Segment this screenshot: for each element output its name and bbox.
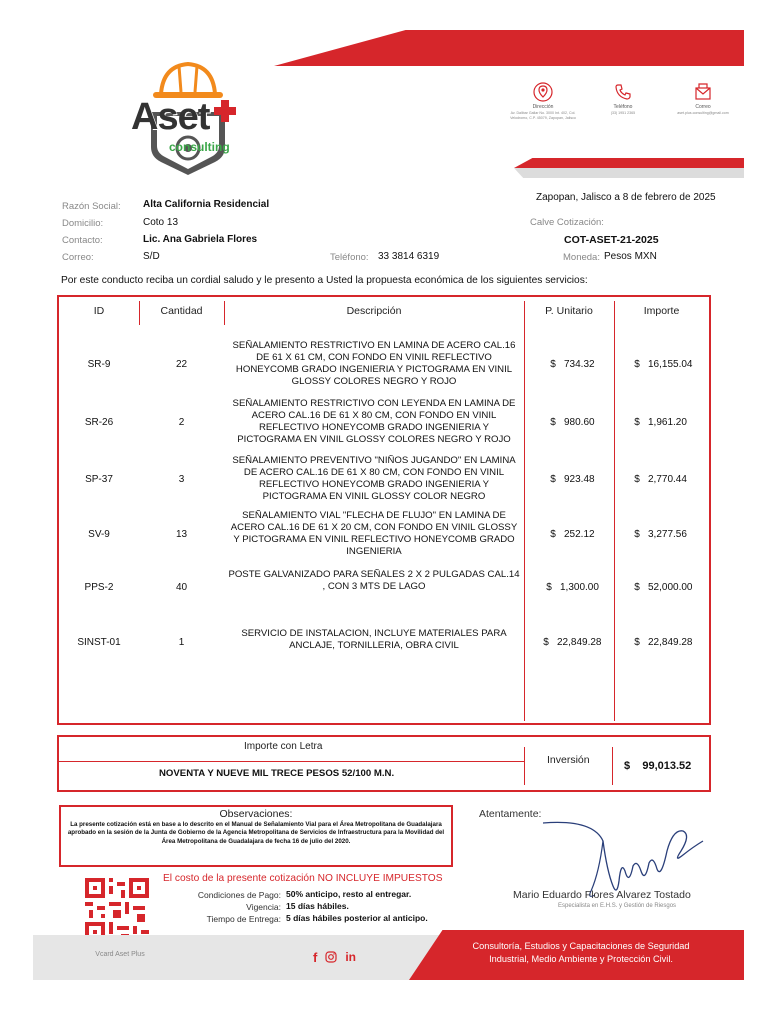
instagram-icon[interactable] [325, 951, 337, 963]
intro-text: Por este conducto reciba un cordial saludo y le presento a Usted la propuesta económica de los siguientes servicios: [61, 275, 588, 286]
totals-box [57, 735, 711, 792]
header-accent-gray [514, 168, 744, 178]
location-pin-icon [533, 82, 553, 102]
pago-value: 50% anticipo, resto al entregar. [286, 889, 412, 899]
correo-label: Correo: [62, 252, 94, 263]
place-date: Zapopan, Jalisco a 8 de febrero de 2025 [536, 192, 716, 203]
letra-label: Importe con Letra [244, 741, 323, 752]
social-links [313, 948, 373, 966]
domicilio-label: Domicilio: [62, 218, 104, 229]
clave-label: Calve Cotización: [530, 217, 604, 228]
header-qty: Cantidad [160, 305, 203, 317]
signer-role: Especialista en E.H.S. y Gestión de Riesgos [558, 903, 677, 909]
facebook-icon[interactable]: f [313, 949, 318, 965]
terms-title: El costo de la presente cotización NO INCLUYE IMPUESTOS [163, 873, 443, 884]
vcard-qr-code[interactable] [85, 878, 149, 942]
contacto-value: Lic. Ana Gabriela Flores [143, 234, 258, 245]
signature-area [473, 805, 743, 925]
quotation-page [33, 30, 744, 980]
header-id: ID [93, 305, 105, 317]
table-row: SV-9 13 SEÑALAMIENTO VIAL "FLECHA DE FLUJO" EN LAMINA DE ACERO CAL.16 DE 61 X 20 CM, CON FONDO EN VINIL GLOSSY Y PICTOGRAMA EN VINIL REFLECTIVO HONEYCOMB GRADO INGENIERIA $ 252.12 $ 3,277.56 [88, 510, 687, 557]
telefono-value: 33 3814 6319 [378, 251, 440, 262]
signer-name: Mario Eduardo Flores Alvarez Tostado [513, 889, 691, 901]
contact-email: Correo aset.plus.consulting@gmail.com [663, 82, 743, 116]
divider [224, 301, 225, 325]
qr-caption: Vcard Aset Plus [95, 951, 145, 958]
pago-label: Condiciones de Pago: [197, 890, 281, 900]
items-table [57, 295, 711, 725]
header-desc: Descripción [346, 305, 402, 317]
observations-title: Observaciones: [219, 808, 293, 820]
inversion-label: Inversión [547, 754, 590, 766]
footer-tagline: Consultoría, Estudios y Capacitaciones de Seguridad Industrial, Medio Ambiente y Protección Civil. [472, 941, 690, 964]
observations-box [59, 805, 453, 867]
table-row: SP-37 3 SEÑALAMIENTO PREVENTIVO "NIÑOS JUGANDO" EN LAMINA DE ACERO CAL.16 DE 61 X 80 CM, CON FONDO EN VINIL REFLECTIVO HONEYCOMB GRADO INGENIERIA Y PICTOGRAMA EN VINIL GLOSSY COLOR NEGRO $ 923.48 $ 2,770.44 [85, 455, 687, 502]
phone-icon [613, 82, 633, 102]
logo-subtitle: consulting [169, 140, 230, 154]
entrega-value: 5 días hábiles posterior al anticipo. [286, 913, 428, 923]
linkedin-icon[interactable]: in [345, 950, 357, 964]
vigencia-label: Vigencia: [246, 902, 281, 912]
observations-text: La presente cotización está en base a lo descrito en el Manual de Señalamiento Vial para el Área Metropolitana de Guadalajara aprobado en la sesión de la Junta de Gobierno de la Agencia Metropolitana de Servicios de Infraestructura para la Movilidad del Área Metropolitana de Guadalajara de fecha 16 de julio del 2020. [67, 821, 445, 845]
closing-text: Atentamente: [479, 808, 542, 820]
letra-value: NOVENTA Y NUEVE MIL TRECE PESOS 52/100 M.N. [159, 768, 395, 779]
table-row: SINST-01 1 SERVICIO DE INSTALACION, INCLUYE MATERIALES PARA ANCLAJE, TORNILLERIA, OBRA CIVIL $ 22,849.28 $ 22,849.28 [77, 628, 693, 651]
header-unit: P. Unitario [545, 305, 593, 317]
clave-value: COT-ASET-21-2025 [564, 234, 659, 246]
header-amount: Importe [643, 305, 680, 317]
table-row: SR-9 22 SEÑALAMIENTO RESTRICTIVO EN LAMINA DE ACERO CAL.16 DE 61 X 61 CM, CON FONDO EN VINIL REFLECTIVO HONEYCOMB GRADO INGENIERIA Y PICTOGRAMA EN VINIL GLOSSY COLORES NEGRO Y ROJO $ 734.32 $ 16,155.04 [87, 340, 693, 387]
telefono-label: Teléfono: [330, 252, 369, 263]
razon-value: Alta California Residencial [143, 199, 270, 210]
razon-label: Razón Social: [62, 201, 121, 212]
vigencia-value: 15 días hábiles. [286, 901, 349, 911]
moneda-label: Moneda: [563, 252, 600, 263]
company-logo [123, 42, 253, 177]
header-accent-red [514, 158, 744, 168]
table-row: PPS-2 40 POSTE GALVANIZADO PARA SEÑALES 2 X 2 PULGADAS CAL.14 , CON 3 MTS DE LAGO $ 1,300.00 $ 52,000.00 [84, 569, 693, 593]
header-red-band [274, 30, 744, 66]
inversion-value: $ 99,013.52 [624, 760, 692, 772]
moneda-value: Pesos MXN [604, 251, 657, 262]
correo-value: S/D [143, 251, 160, 262]
contact-address: Dirección Av. Dalibar Gallar No. 3000 Int. 402, Col. Velodromo, C.P. 45079, Zapopan, Jalisco [503, 82, 583, 121]
header-contact-info [503, 82, 743, 142]
mail-icon [693, 82, 713, 102]
logo-wordmark: Aset [131, 96, 210, 138]
contact-phone: Teléfono (33) 1951 2365 [583, 82, 663, 116]
divider [139, 301, 140, 325]
table-row: SR-26 2 SEÑALAMIENTO RESTRICTIVO CON LEYENDA EN LAMINA DE ACERO CAL.16 DE 61 X 80 CM, CON FONDO EN VINIL REFLECTIVO HONEYCOMB GRADO INGENIERIA Y PICTOGRAMA EN VINIL GLOSSY COLORES NEGRO Y ROJO $ 980.60 $ 1,961.20 [84, 398, 687, 445]
domicilio-value: Coto 13 [143, 217, 179, 228]
terms-section [163, 873, 463, 940]
entrega-label: Tiempo de Entrega: [206, 914, 281, 924]
handwritten-signature [533, 811, 713, 901]
contacto-label: Contacto: [62, 235, 103, 246]
